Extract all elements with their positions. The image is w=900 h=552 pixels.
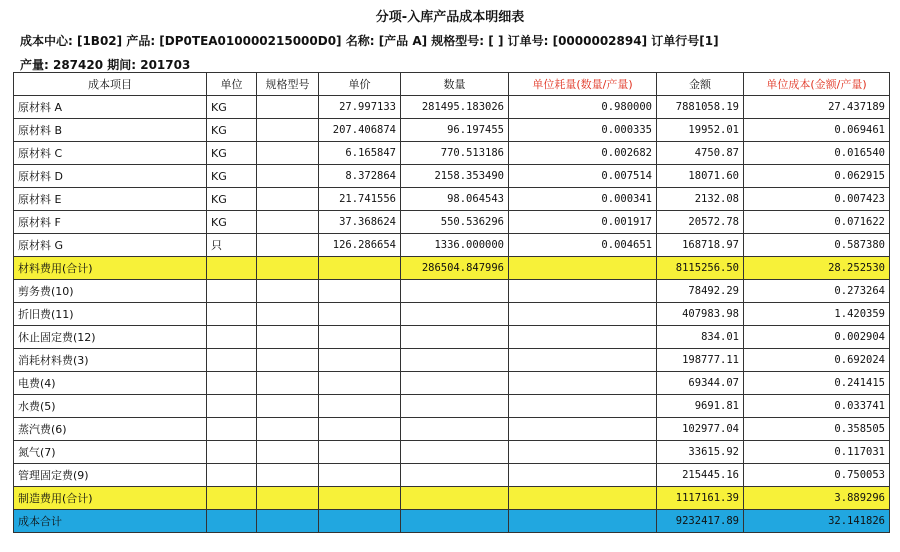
- cell-spec: [257, 165, 319, 188]
- cell-per-qty: [509, 441, 657, 464]
- table-row: [14, 280, 890, 303]
- col-header-spec: 规格型号: [257, 73, 319, 96]
- cell-amount: 69344.07: [657, 372, 744, 395]
- cell-spec: [257, 234, 319, 257]
- cell-amount: 9691.81: [657, 395, 744, 418]
- cell-amount: 215445.16: [657, 464, 744, 487]
- cell-item: 原材料 D: [14, 165, 207, 188]
- cell-spec: [257, 188, 319, 211]
- table-row: [14, 441, 890, 464]
- cell-unit: [207, 418, 257, 441]
- report-title: 分项-入库产品成本明细表: [375, 10, 525, 25]
- cell-unit: 只: [207, 234, 257, 257]
- cell-amount: 2132.08: [657, 188, 744, 211]
- cell-item: 原材料 G: [14, 234, 207, 257]
- cell-unit-cost: 0.062915: [744, 165, 890, 188]
- table-row: [14, 257, 890, 280]
- cell-qty: [401, 464, 509, 487]
- table-row: [14, 96, 890, 119]
- table-row: [14, 211, 890, 234]
- cell-per-qty: [509, 464, 657, 487]
- cell-unit-cost: 0.071622: [744, 211, 890, 234]
- cell-per-qty: [509, 349, 657, 372]
- cell-item: 水费(5): [14, 395, 207, 418]
- cell-unit: KG: [207, 165, 257, 188]
- cell-spec: [257, 142, 319, 165]
- cell-per-qty: [509, 418, 657, 441]
- cell-spec: [257, 418, 319, 441]
- cell-item: 氮气(7): [14, 441, 207, 464]
- cell-spec: [257, 372, 319, 395]
- cell-spec: [257, 441, 319, 464]
- cell-qty: 98.064543: [401, 188, 509, 211]
- cell-price: [319, 418, 401, 441]
- cell-qty: [401, 280, 509, 303]
- cell-unit-cost: 28.252530: [744, 257, 890, 280]
- cost-detail-table: [13, 72, 890, 533]
- cell-qty: [401, 418, 509, 441]
- cell-item: 原材料 E: [14, 188, 207, 211]
- cell-price: [319, 372, 401, 395]
- cell-amount: 834.01: [657, 326, 744, 349]
- cell-price: 6.165847: [319, 142, 401, 165]
- cell-price: [319, 280, 401, 303]
- cell-per-qty: 0.000341: [509, 188, 657, 211]
- cell-amount: 18071.60: [657, 165, 744, 188]
- cell-per-qty: 0.002682: [509, 142, 657, 165]
- table-row: [14, 487, 890, 510]
- cell-price: 207.406874: [319, 119, 401, 142]
- cell-item: 电费(4): [14, 372, 207, 395]
- cell-amount: 168718.97: [657, 234, 744, 257]
- table-header-row: [14, 73, 890, 96]
- cell-amount: 407983.98: [657, 303, 744, 326]
- cell-item: 制造费用(合计): [14, 487, 207, 510]
- cell-spec: [257, 303, 319, 326]
- cell-unit-cost: 0.016540: [744, 142, 890, 165]
- cell-amount: 9232417.89: [657, 510, 744, 533]
- cell-price: 37.368624: [319, 211, 401, 234]
- cell-qty: 286504.847996: [401, 257, 509, 280]
- cell-unit-cost: 0.692024: [744, 349, 890, 372]
- cell-unit: [207, 510, 257, 533]
- report-meta-line1: 成本中心: [1B02] 产品: [DP0TEA010000215000D0] 名称: [产品 A] 规格型号: [ ] 订单号: [0000002894] 订单行号[1]: [20, 34, 719, 48]
- cell-item: 蒸汽费(6): [14, 418, 207, 441]
- table-row: [14, 510, 890, 533]
- cell-amount: 19952.01: [657, 119, 744, 142]
- cell-per-qty: [509, 487, 657, 510]
- cell-qty: 1336.000000: [401, 234, 509, 257]
- cell-unit-cost: 0.587380: [744, 234, 890, 257]
- cell-per-qty: [509, 257, 657, 280]
- cell-unit-cost: 0.241415: [744, 372, 890, 395]
- table-row: [14, 188, 890, 211]
- cell-qty: [401, 441, 509, 464]
- cell-unit: [207, 257, 257, 280]
- cell-per-qty: 0.001917: [509, 211, 657, 234]
- cell-item: 折旧费(11): [14, 303, 207, 326]
- table-row: [14, 119, 890, 142]
- table-row: [14, 326, 890, 349]
- cell-spec: [257, 280, 319, 303]
- cell-unit-cost: 0.007423: [744, 188, 890, 211]
- cell-spec: [257, 211, 319, 234]
- table-row: [14, 165, 890, 188]
- cell-unit: KG: [207, 96, 257, 119]
- cell-price: 21.741556: [319, 188, 401, 211]
- col-header-item: 成本项目: [14, 73, 207, 96]
- col-header-per-qty: 单位耗量(数量/产量): [509, 73, 657, 96]
- cell-qty: [401, 349, 509, 372]
- cell-amount: 102977.04: [657, 418, 744, 441]
- cell-item: 原材料 B: [14, 119, 207, 142]
- col-header-price: 单价: [319, 73, 401, 96]
- cell-unit-cost: 32.141826: [744, 510, 890, 533]
- cell-price: [319, 303, 401, 326]
- cell-unit-cost: 3.889296: [744, 487, 890, 510]
- cell-price: [319, 441, 401, 464]
- cell-spec: [257, 464, 319, 487]
- cell-unit: [207, 487, 257, 510]
- cell-qty: [401, 395, 509, 418]
- cell-qty: [401, 487, 509, 510]
- cell-unit-cost: 0.750053: [744, 464, 890, 487]
- cell-price: [319, 464, 401, 487]
- table-row: [14, 234, 890, 257]
- cell-unit: KG: [207, 188, 257, 211]
- cell-unit: [207, 372, 257, 395]
- cell-unit-cost: 27.437189: [744, 96, 890, 119]
- cell-price: [319, 510, 401, 533]
- cell-item: 休止固定费(12): [14, 326, 207, 349]
- cell-per-qty: 0.004651: [509, 234, 657, 257]
- cell-per-qty: [509, 280, 657, 303]
- table-row: [14, 303, 890, 326]
- cell-per-qty: [509, 395, 657, 418]
- cell-price: 126.286654: [319, 234, 401, 257]
- col-header-unit-cost: 单位成本(金额/产量): [744, 73, 890, 96]
- table-row: [14, 349, 890, 372]
- cell-unit: KG: [207, 142, 257, 165]
- cell-unit-cost: 0.273264: [744, 280, 890, 303]
- table-row: [14, 372, 890, 395]
- col-header-amount: 金额: [657, 73, 744, 96]
- cell-amount: 78492.29: [657, 280, 744, 303]
- cell-unit: [207, 303, 257, 326]
- cell-spec: [257, 487, 319, 510]
- cell-amount: 7881058.19: [657, 96, 744, 119]
- cell-qty: [401, 510, 509, 533]
- cell-qty: [401, 303, 509, 326]
- cell-qty: 2158.353490: [401, 165, 509, 188]
- cell-qty: [401, 326, 509, 349]
- table-row: [14, 142, 890, 165]
- cell-price: [319, 349, 401, 372]
- cell-amount: 4750.87: [657, 142, 744, 165]
- cell-spec: [257, 510, 319, 533]
- cell-price: [319, 257, 401, 280]
- cell-item: 消耗材料费(3): [14, 349, 207, 372]
- table-row: [14, 418, 890, 441]
- cell-per-qty: [509, 372, 657, 395]
- cell-unit: [207, 464, 257, 487]
- cell-spec: [257, 119, 319, 142]
- cell-per-qty: 0.007514: [509, 165, 657, 188]
- cell-qty: 550.536296: [401, 211, 509, 234]
- cell-unit: [207, 280, 257, 303]
- cell-qty: 770.513186: [401, 142, 509, 165]
- cell-per-qty: 0.000335: [509, 119, 657, 142]
- cell-price: 8.372864: [319, 165, 401, 188]
- cell-per-qty: [509, 510, 657, 533]
- cell-spec: [257, 96, 319, 119]
- cell-item: 剪务费(10): [14, 280, 207, 303]
- cell-price: [319, 395, 401, 418]
- cell-amount: 33615.92: [657, 441, 744, 464]
- cell-price: [319, 487, 401, 510]
- cell-unit-cost: 0.069461: [744, 119, 890, 142]
- cell-unit: KG: [207, 119, 257, 142]
- cell-unit-cost: 0.033741: [744, 395, 890, 418]
- cell-per-qty: [509, 326, 657, 349]
- cell-qty: 281495.183026: [401, 96, 509, 119]
- cell-item: 原材料 F: [14, 211, 207, 234]
- cell-qty: 96.197455: [401, 119, 509, 142]
- cell-spec: [257, 395, 319, 418]
- cell-item: 原材料 C: [14, 142, 207, 165]
- cell-item: 材料费用(合计): [14, 257, 207, 280]
- cell-unit: [207, 395, 257, 418]
- cell-unit-cost: 0.117031: [744, 441, 890, 464]
- cell-spec: [257, 349, 319, 372]
- cell-per-qty: 0.980000: [509, 96, 657, 119]
- cell-amount: 8115256.50: [657, 257, 744, 280]
- cell-amount: 198777.11: [657, 349, 744, 372]
- cell-price: [319, 326, 401, 349]
- report-meta-line2: 产量: 287420 期间: 201703: [20, 58, 191, 72]
- cell-unit: [207, 326, 257, 349]
- cell-unit-cost: 0.002904: [744, 326, 890, 349]
- cell-amount: 1117161.39: [657, 487, 744, 510]
- table-row: [14, 395, 890, 418]
- cell-unit: [207, 349, 257, 372]
- cell-unit: KG: [207, 211, 257, 234]
- cell-amount: 20572.78: [657, 211, 744, 234]
- cell-price: 27.997133: [319, 96, 401, 119]
- col-header-unit: 单位: [207, 73, 257, 96]
- table-row: [14, 464, 890, 487]
- cell-unit: [207, 441, 257, 464]
- cell-item: 成本合计: [14, 510, 207, 533]
- cell-unit-cost: 0.358505: [744, 418, 890, 441]
- cell-per-qty: [509, 303, 657, 326]
- cell-item: 原材料 A: [14, 96, 207, 119]
- col-header-qty: 数量: [401, 73, 509, 96]
- cell-qty: [401, 372, 509, 395]
- cell-item: 管理固定费(9): [14, 464, 207, 487]
- cell-unit-cost: 1.420359: [744, 303, 890, 326]
- cell-spec: [257, 257, 319, 280]
- cell-spec: [257, 326, 319, 349]
